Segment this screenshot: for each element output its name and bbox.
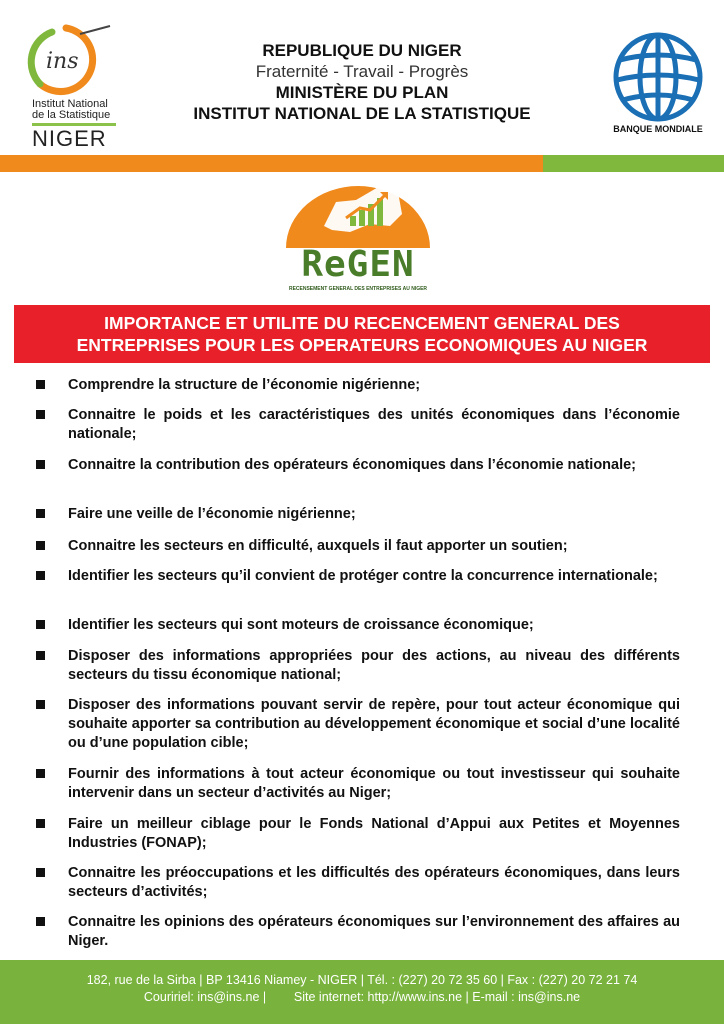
bullet-icon <box>36 620 45 629</box>
bullet-icon <box>36 541 45 550</box>
globe-icon <box>611 30 705 124</box>
regen-subtitle: RECENSEMENT GENERAL DES ENTREPRISES AU NIGER <box>288 286 428 292</box>
bullet-icon <box>36 460 45 469</box>
list-item-text: Comprendre la structure de l’économie nigérienne; <box>68 377 421 393</box>
bullet-icon <box>36 651 45 660</box>
ins-country: NIGER <box>32 126 107 151</box>
ministry-title: MINISTÈRE DU PLAN <box>275 83 449 102</box>
bullet-icon <box>36 509 45 518</box>
ins-ring-icon <box>22 22 112 100</box>
republic-title: REPUBLIQUE DU NIGER <box>262 41 462 60</box>
list-item-text: Identifier les secteurs qu’il convient de protéger contre la concurrence internationale; <box>68 568 658 584</box>
header-stripe <box>0 155 724 172</box>
regen-logo <box>280 180 440 298</box>
page-header <box>0 0 724 152</box>
list-item-text: Connaitre les opinions des opérateurs économiques sur l’environnement des affaires au Niger. <box>68 914 680 949</box>
bullet-icon <box>36 819 45 828</box>
list-item-text: Connaitre la contribution des opérateurs économiques dans l’économie nationale; <box>68 457 637 473</box>
world-bank-logo <box>603 30 713 142</box>
title-banner <box>14 305 710 363</box>
list-item-text: Connaitre les préoccupations et les difficultés des opérateurs économiques, dans leurs secteurs d’activités; <box>68 865 680 900</box>
bullet-icon <box>36 380 45 389</box>
institute-title: INSTITUT NATIONAL DE LA STATISTIQUE <box>193 104 531 123</box>
list-item-text: Identifier les secteurs qui sont moteurs de croissance économique; <box>68 617 534 633</box>
stripe-orange <box>0 155 543 172</box>
header-titles <box>150 40 574 124</box>
list-item-text: Connaitre le poids et les caractéristiques des unités économiques dans l’économie nationale; <box>68 407 680 442</box>
bullet-icon <box>36 571 45 580</box>
bullet-icon <box>36 700 45 709</box>
bullet-icon <box>36 868 45 877</box>
list-item-text: Disposer des informations appropriées pour des actions, au niveau des différents secteurs du tissu économique national; <box>68 648 680 683</box>
ins-mark: ins <box>46 49 79 74</box>
footer-address: 182, rue de la Sirba | BP 13416 Niamey - NIGER | Tél. : (227) 20 72 35 60 | Fax : (227) 20 72 21 74 <box>86 973 638 987</box>
regen-title: ReGEN <box>301 244 415 285</box>
list-item-text: Connaitre les secteurs en difficulté, auxquels il faut apporter un soutien; <box>68 538 568 554</box>
national-motto: Fraternité - Travail - Progrès <box>255 62 469 81</box>
list-item-text: Faire une veille de l’économie nigérienne; <box>68 506 356 522</box>
footer-contacts: Couririel: ins@ins.ne | Site internet: http://www.ins.ne | E-mail : ins@ins.ne <box>143 990 581 1004</box>
banner-line-2: ENTREPRISES POUR LES OPERATEURS ECONOMIQUES AU NIGER <box>76 335 648 355</box>
ins-line1: Institut National <box>32 98 108 110</box>
bullet-icon <box>36 917 45 926</box>
world-bank-label: BANQUE MONDIALE <box>613 124 703 134</box>
list-item-text: Faire un meilleur ciblage pour le Fonds National d’Appui aux Petites et Moyennes Industries (FONAP); <box>68 816 680 851</box>
ins-logo <box>22 22 132 150</box>
regen-emblem-icon <box>280 180 436 250</box>
page-footer <box>0 960 724 1024</box>
bullet-icon <box>36 769 45 778</box>
list-item-text: Disposer des informations pouvant servir de repère, pour tout acteur économique qui souhaite apporter sa contribution au développement économique et social d’une localité ou d’une population cible; <box>68 697 680 751</box>
ins-line2: de la Statistique <box>32 109 111 121</box>
list-item-text: Fournir des informations à tout acteur économique ou tout investisseur qui souhaite intervenir dans un secteur d’activités au Niger; <box>68 766 680 801</box>
stripe-green <box>543 155 724 172</box>
bullet-icon <box>36 410 45 419</box>
banner-line-1: IMPORTANCE ET UTILITE DU RECENCEMENT GENERAL DES <box>104 313 620 333</box>
